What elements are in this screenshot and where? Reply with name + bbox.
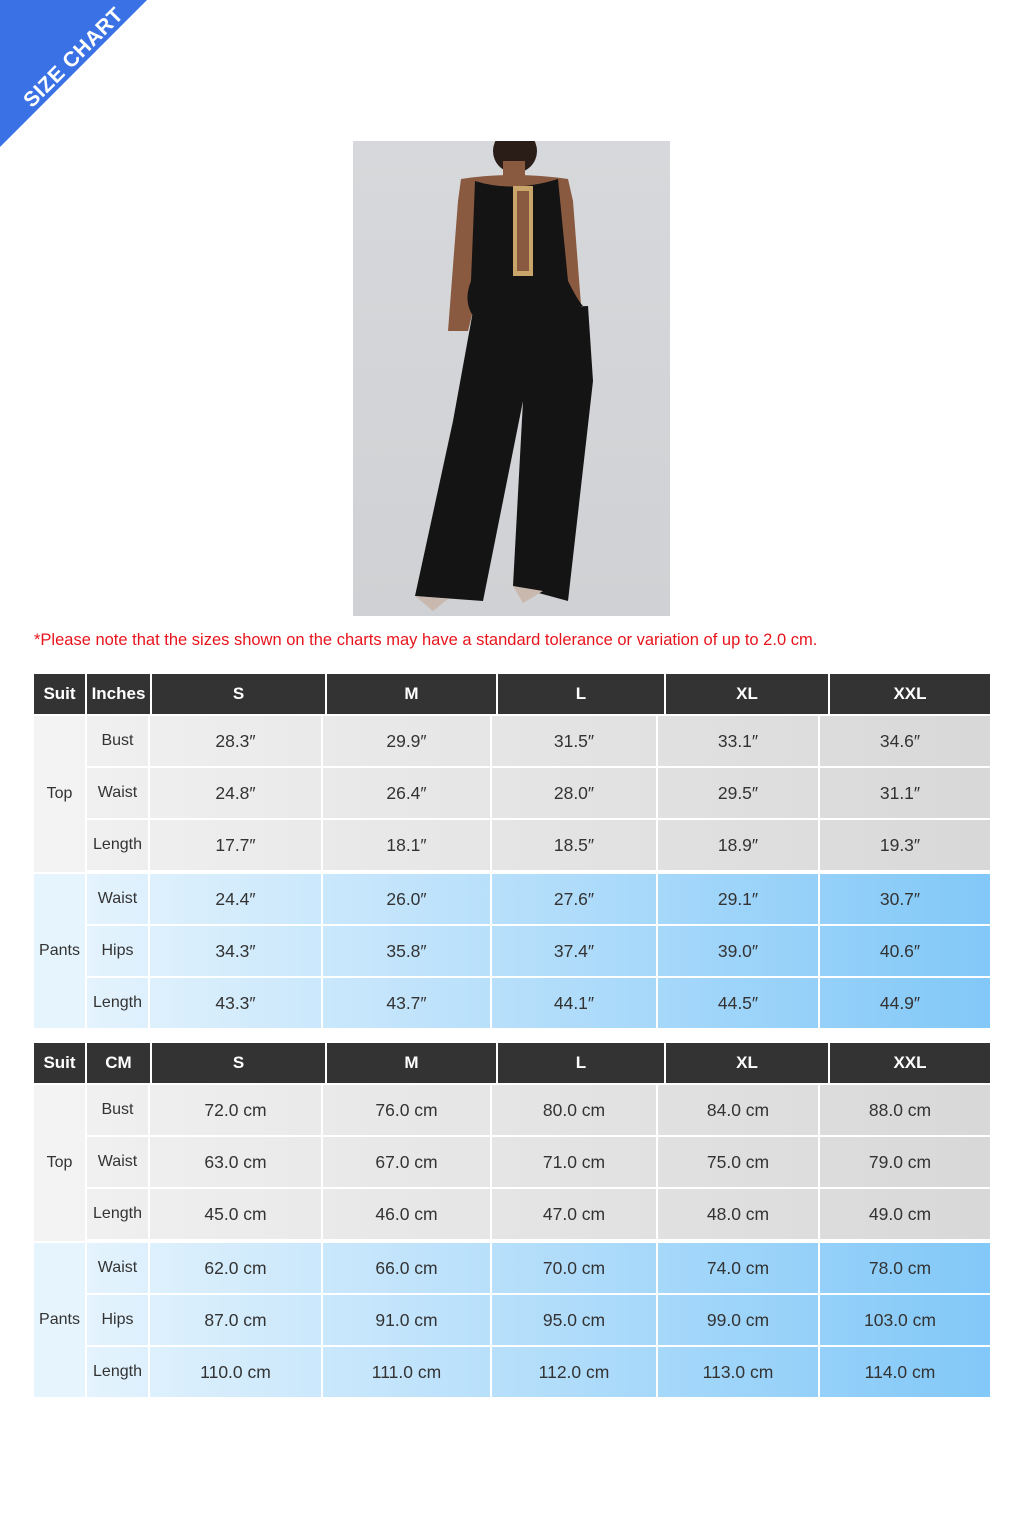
header-cell: M [327, 1043, 496, 1083]
table-row [87, 1137, 990, 1187]
size-value: 43.7″ [323, 978, 492, 1028]
section-top [34, 716, 990, 872]
size-value: 27.6″ [492, 874, 658, 924]
header-cell: XXL [830, 1043, 990, 1083]
cm-size-table [34, 1043, 990, 1399]
measure-label: Length [87, 820, 150, 870]
section-pants [34, 1243, 990, 1397]
measure-label: Hips [87, 1295, 150, 1345]
header-cell: Inches [87, 674, 150, 714]
size-value: 111.0 cm [323, 1347, 492, 1397]
size-value: 40.6″ [879, 940, 921, 961]
size-value: 44.1″ [492, 978, 658, 1028]
product-photo [353, 141, 670, 616]
measure-label: Bust [87, 716, 150, 766]
measure-label: Bust [87, 1085, 150, 1135]
size-value: 33.1″ [658, 716, 820, 766]
size-value: 88.0 cm [868, 1099, 932, 1120]
header-cell: S [152, 674, 325, 714]
suit-label: Top [34, 716, 85, 872]
suit-label: Pants [34, 1243, 85, 1397]
size-value: 44.9″ [879, 992, 921, 1013]
size-value: 18.9″ [658, 820, 820, 870]
table-header [34, 674, 990, 714]
section-rows [87, 1243, 990, 1397]
size-value: 71.0 cm [492, 1137, 658, 1187]
size-value: 34.6″ [879, 730, 921, 751]
size-value: 29.9″ [323, 716, 492, 766]
size-value: 35.8″ [323, 926, 492, 976]
measure-label: Hips [87, 926, 150, 976]
size-value: 87.0 cm [150, 1295, 323, 1345]
size-value: 43.3″ [150, 978, 323, 1028]
size-value: 49.0 cm [868, 1203, 932, 1224]
measure-label: Length [87, 978, 150, 1028]
size-value: 95.0 cm [492, 1295, 658, 1345]
size-value: 62.0 cm [150, 1243, 323, 1293]
size-value: 28.3″ [150, 716, 323, 766]
table-row [87, 1085, 990, 1135]
size-value: 79.0 cm [868, 1151, 932, 1172]
header-cell: L [498, 1043, 664, 1083]
size-value: 78.0 cm [868, 1257, 932, 1278]
size-value: 26.0″ [323, 874, 492, 924]
size-value: 18.5″ [492, 820, 658, 870]
size-value: 47.0 cm [492, 1189, 658, 1239]
measure-label: Waist [87, 874, 150, 924]
size-value: 45.0 cm [150, 1189, 323, 1239]
size-value: 24.4″ [150, 874, 323, 924]
measure-label: Waist [87, 1243, 150, 1293]
size-value: 91.0 cm [323, 1295, 492, 1345]
section-rows [87, 716, 990, 872]
table-row [87, 1347, 990, 1397]
table-row [87, 926, 990, 976]
table-row [87, 820, 990, 870]
table-row [87, 1243, 990, 1293]
tolerance-note: *Please note that the sizes shown on the charts may have a standard tolerance or variation of up to 2.0 cm. [34, 631, 818, 649]
inches-size-table [34, 674, 990, 1030]
size-value: 30.7″ [879, 888, 921, 909]
header-cell: XL [666, 674, 828, 714]
size-value: 110.0 cm [150, 1347, 323, 1397]
table-row [87, 716, 990, 766]
size-value: 74.0 cm [658, 1243, 820, 1293]
size-value: 80.0 cm [492, 1085, 658, 1135]
table-row [87, 768, 990, 818]
table-row [87, 1189, 990, 1239]
section-rows [87, 1085, 990, 1241]
size-value: 44.5″ [658, 978, 820, 1028]
header-cell: Suit [34, 1043, 85, 1083]
table-header [34, 1043, 990, 1083]
size-value: 99.0 cm [658, 1295, 820, 1345]
table-row [87, 874, 990, 924]
size-value: 29.1″ [658, 874, 820, 924]
size-value: 70.0 cm [492, 1243, 658, 1293]
size-value: 37.4″ [492, 926, 658, 976]
table-row [87, 978, 990, 1028]
header-cell: M [327, 674, 496, 714]
suit-label: Pants [34, 874, 85, 1028]
size-value: 103.0 cm [864, 1309, 936, 1330]
size-value: 66.0 cm [323, 1243, 492, 1293]
size-value: 112.0 cm [492, 1347, 658, 1397]
size-value: 39.0″ [658, 926, 820, 976]
section-rows [87, 874, 990, 1028]
size-value: 84.0 cm [658, 1085, 820, 1135]
size-value: 114.0 cm [864, 1361, 936, 1382]
size-value: 75.0 cm [658, 1137, 820, 1187]
size-value: 63.0 cm [150, 1137, 323, 1187]
banner-label: SIZE CHART [19, 3, 129, 113]
size-value: 46.0 cm [323, 1189, 492, 1239]
header-cell: L [498, 674, 664, 714]
header-cell: CM [87, 1043, 150, 1083]
size-value: 17.7″ [150, 820, 323, 870]
header-cell: Suit [34, 674, 85, 714]
size-value: 67.0 cm [323, 1137, 492, 1187]
size-value: 24.8″ [150, 768, 323, 818]
header-cell: XXL [830, 674, 990, 714]
header-cell: XL [666, 1043, 828, 1083]
section-top [34, 1085, 990, 1241]
size-value: 19.3″ [879, 834, 921, 855]
size-value: 113.0 cm [658, 1347, 820, 1397]
size-value: 48.0 cm [658, 1189, 820, 1239]
measure-label: Waist [87, 768, 150, 818]
size-value: 34.3″ [150, 926, 323, 976]
section-pants [34, 874, 990, 1028]
size-value: 72.0 cm [150, 1085, 323, 1135]
size-value: 28.0″ [492, 768, 658, 818]
size-value: 31.1″ [879, 782, 921, 803]
measure-label: Length [87, 1347, 150, 1397]
size-value: 26.4″ [323, 768, 492, 818]
table-row [87, 1295, 990, 1345]
size-value: 18.1″ [323, 820, 492, 870]
header-cell: S [152, 1043, 325, 1083]
measure-label: Length [87, 1189, 150, 1239]
size-value: 76.0 cm [323, 1085, 492, 1135]
size-value: 31.5″ [492, 716, 658, 766]
suit-label: Top [34, 1085, 85, 1241]
size-value: 29.5″ [658, 768, 820, 818]
measure-label: Waist [87, 1137, 150, 1187]
